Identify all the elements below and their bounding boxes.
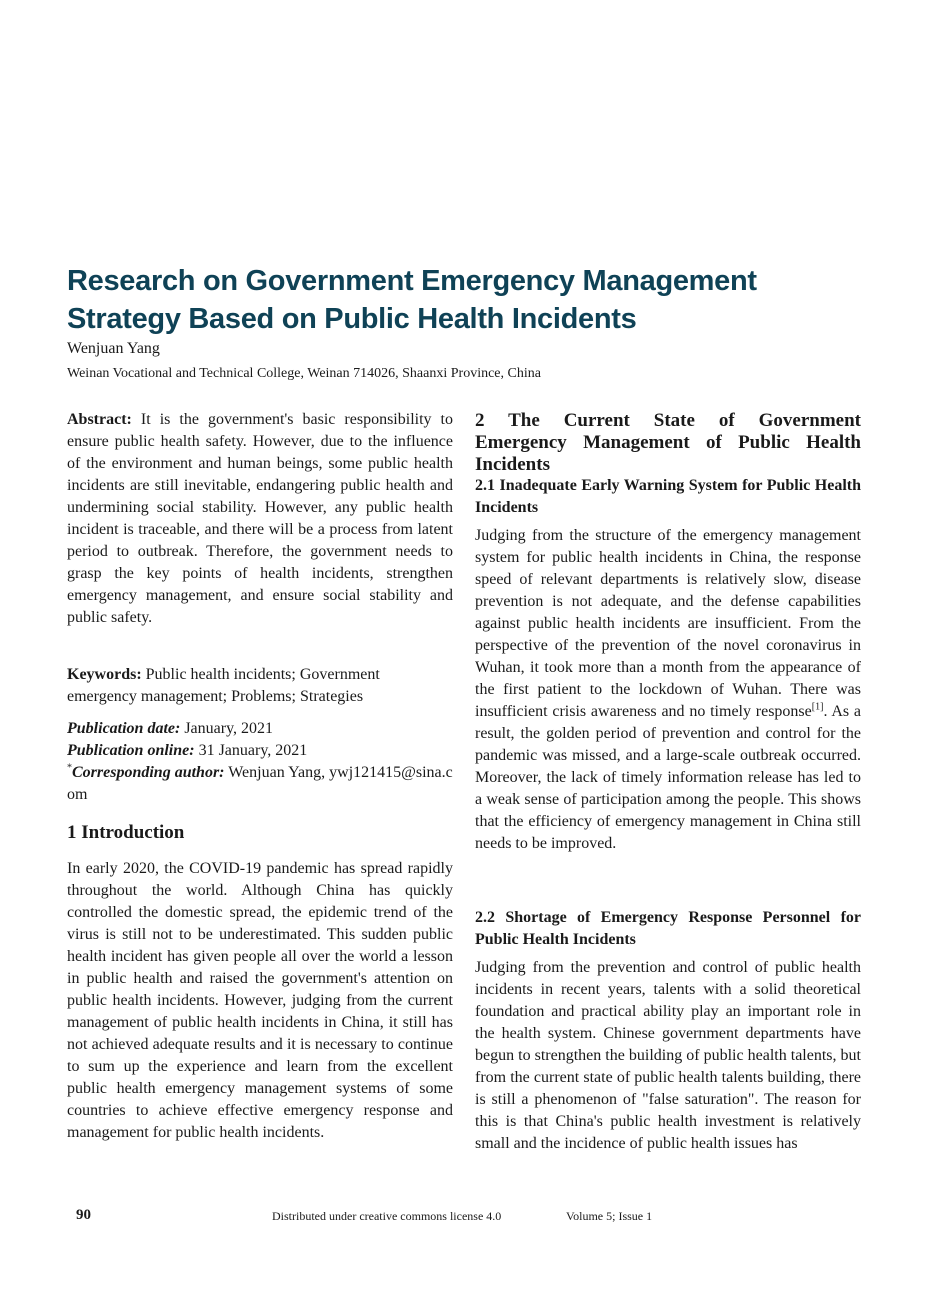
citation: [1] bbox=[811, 701, 824, 713]
s21-text-b: . As a result, the golden period of prevention and control for the pandemic was missed, and a large-scale outbreak occurred. Moreover, the lack of timely information release has led to a weak sense of participation among the people. This shows that the efficiency of emergency management in China still needs to be improved. bbox=[475, 703, 862, 852]
intro-heading: 1 Introduction bbox=[67, 822, 185, 843]
abstract-text: It is the government's basic responsibility to ensure public health safety. However, due to the influence of the environment and human beings, some public health incidents are still inevitable, endangering public health and undermining social stability. However, any public health incident is traceable, and there will be a process from latent period to outbreak. Therefore, the government needs to grasp the key points of health incidents, strengthen emergency management, and ensure social stability and public safety. bbox=[67, 411, 454, 626]
publication-info bbox=[67, 718, 453, 806]
section-2-1-text bbox=[475, 525, 861, 855]
keywords bbox=[67, 664, 453, 708]
corr-label: Corresponding author: bbox=[72, 764, 225, 781]
section-2-1-heading: 2.1 Inadequate Early Warning System for Public Health Incidents bbox=[475, 477, 861, 516]
pub-online-label: Publication online: bbox=[67, 742, 195, 759]
intro-text: In early 2020, the COVID-19 pandemic has spread rapidly throughout the world. Although China has quickly controlled the domestic spread, the epidemic trend of the virus is still not to be underestimated. This sudden public health incident has given people all over the world a lesson in public health and raised the government's attention on public health incidents. However, judging from the current management of public health incidents in China, it still has not achieved adequate results and it is necessary to continue to sum up the experience and learn from the excellent public health emergency management systems of some countries to achieve effective emergency response and management for public health incidents. bbox=[67, 860, 453, 1141]
author: Wenjuan Yang bbox=[67, 340, 160, 357]
abstract-label: Abstract: bbox=[67, 411, 132, 428]
section-2-heading: 2 The Current State of Government Emergency Management of Public Health Incidents bbox=[475, 410, 861, 475]
corr-mark: * bbox=[67, 762, 72, 774]
pub-date-label: Publication date: bbox=[67, 720, 181, 737]
s21-text-a: Judging from the structure of the emergency management system for public health incidents in China, the response speed of relevant departments is relatively slow, disease prevention is not adequate, and the defense capabilities against public health incidents are insufficient. From the perspective of the prevention of the novel coronavirus in Wuhan, it took more than a month from the appearance of the first patient to the lockdown of Wuhan. There was insufficient crisis awareness and no timely response bbox=[475, 527, 861, 720]
corr-author: Wenjuan Yang, ywj121415@sina.com bbox=[67, 764, 453, 803]
pub-online: 31 January, 2021 bbox=[198, 742, 308, 759]
affiliation: Weinan Vocational and Technical College, Weinan 714026, Shaanxi Province, China bbox=[67, 366, 541, 381]
keywords-label: Keywords: bbox=[67, 666, 142, 683]
pub-date: January, 2021 bbox=[184, 720, 274, 737]
paper-title: Research on Government Emergency Management Strategy Based on Public Health Incidents bbox=[67, 265, 757, 335]
section-2-2-text: Judging from the prevention and control of public health incidents in recent years, talents with a solid theoretical foundation and practical ability play an important role in the health system. Chinese government departments have begun to strengthen the building of public health talents, but from the current state of public health talents building, there is still a phenomenon of "false saturation". The reason for this is that China's public health investment is relatively small and the incidence of public health issues has bbox=[475, 959, 861, 1152]
abstract bbox=[67, 409, 453, 629]
section-2-2-heading: 2.2 Shortage of Emergency Response Personnel for Public Health Incidents bbox=[475, 909, 861, 948]
keywords-text: Public health incidents; Government emergency management; Problems; Strategies bbox=[67, 666, 380, 705]
license: Distributed under creative commons license 4.0 bbox=[272, 1209, 502, 1223]
volume: Volume 5; Issue 1 bbox=[566, 1209, 653, 1223]
page-number: 90 bbox=[76, 1207, 91, 1223]
